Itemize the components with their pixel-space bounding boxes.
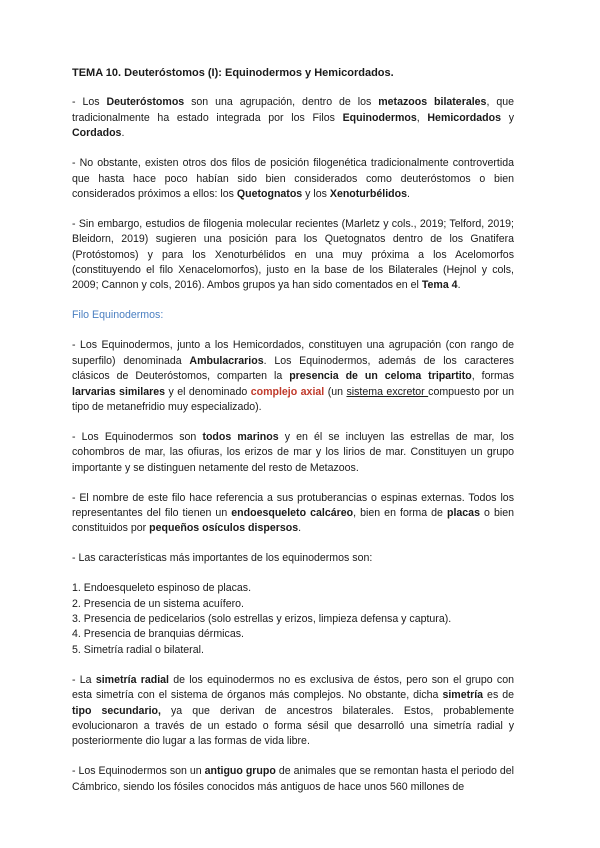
paragraph-marine-habitat: - Los Equinodermos son todos marinos y en él se incluyen las estrellas de mar, los cohombros de mar, las ofiuras, los erizos de mar y los lirios de mar. Constituyen un grupo importante y se distinguen netamente del resto de Metazoos.	[72, 430, 514, 474]
paragraph-molecular-phylogeny: - Sin embargo, estudios de filogenia molecular recientes (Marletz y cols., 2019; Telford, 2019; Bleidorn, 2019) sugieren una posición para los Quetognatos dentro de los Gnatifera (Protóstomos) y para los Xenoturbélidos en una muy próxima a los Acelomorfos (constituyendo el filo Xenacelomorfos), justo en la base de los Bilaterales (Hejnol y cols, 2009; Cannon y cols, 2016). Ambos grupos ya han sido comentados en el Tema 4.	[72, 217, 514, 292]
list-item: 4. Presencia de branquias dérmicas.	[72, 628, 244, 641]
paragraph-radial-symmetry: - La simetría radial de los equinodermos no es exclusiva de éstos, pero son el grupo con esta simetría con el sistema de órganos más complejos. No obstante, dicha simetría es de tipo secundario, ya que derivan de ancestros bilaterales. Estos, probablemente evolucionaron a través de un estado o forma sésil que desarrolló una simetría radial y posteriormente dio lugar a las formas de vida libre.	[72, 673, 515, 748]
characteristics-list	[72, 581, 514, 658]
document-title: TEMA 10. Deuteróstomos (I): Equinodermos y Hemicordados.	[72, 67, 394, 79]
list-item: 3. Presencia de pedicelarios (solo estrellas y erizos, limpieza defensa y captura).	[72, 612, 452, 625]
list-item: 1. Endoesqueleto espinoso de placas.	[72, 582, 252, 595]
list-item: 2. Presencia de un sistema acuífero.	[72, 597, 244, 610]
highlight-complejo-axial: complejo axial	[250, 385, 325, 398]
paragraph-endoskeleton: - El nombre de este filo hace referencia a sus protuberancias o espinas externas. Todos los representantes del filo tienen un endoesqueleto calcáreo, bien en forma de placas o bien constituidos por pequeños osículos dispersos.	[72, 491, 514, 535]
paragraph-ancient-group: - Los Equinodermos son un antiguo grupo de animales que se remontan hasta el periodo del Cámbrico, siendo los fósiles conocidos más antiguos de hace unos 560 millones de	[72, 765, 514, 793]
section-heading-equinodermos: Filo Equinodermos:	[72, 309, 164, 322]
paragraph-ambulacrarios: - Los Equinodermos, junto a los Hemicordados, constituyen una agrupación (con rango de superfilo) denominada Ambulacrarios. Los Equinodermos, además de los caracteres clásicos de Deuteróstomos, comparten la presencia de un celoma tripartito, formas larvarias similares y el denominado complejo axial (un sistema excretor compuesto por un tipo de metanefridio muy especializado).	[72, 339, 514, 413]
paragraph-deuterostomes-intro: - Los Deuteróstomos son una agrupación, dentro de los metazoos bilaterales, que tradicionalmente ha estado integrada por los Filos Equinodermos, Hemicordados y Cordados.	[72, 96, 515, 140]
paragraph-controversial-phyla: - No obstante, existen otros dos filos de posición filogenética tradicionalmente controvertida que hasta hace poco habían sido bien considerados como deuteróstomos o bien considerados próximos a ellos: los Quetognatos y los Xenoturbélidos.	[72, 157, 514, 200]
underlined-sistema-excretor: sistema excretor	[346, 385, 429, 398]
paragraph-characteristics-intro: - Las características más importantes de los equinodermos son:	[72, 552, 373, 565]
list-item: 5. Simetría radial o bilateral.	[72, 643, 204, 656]
